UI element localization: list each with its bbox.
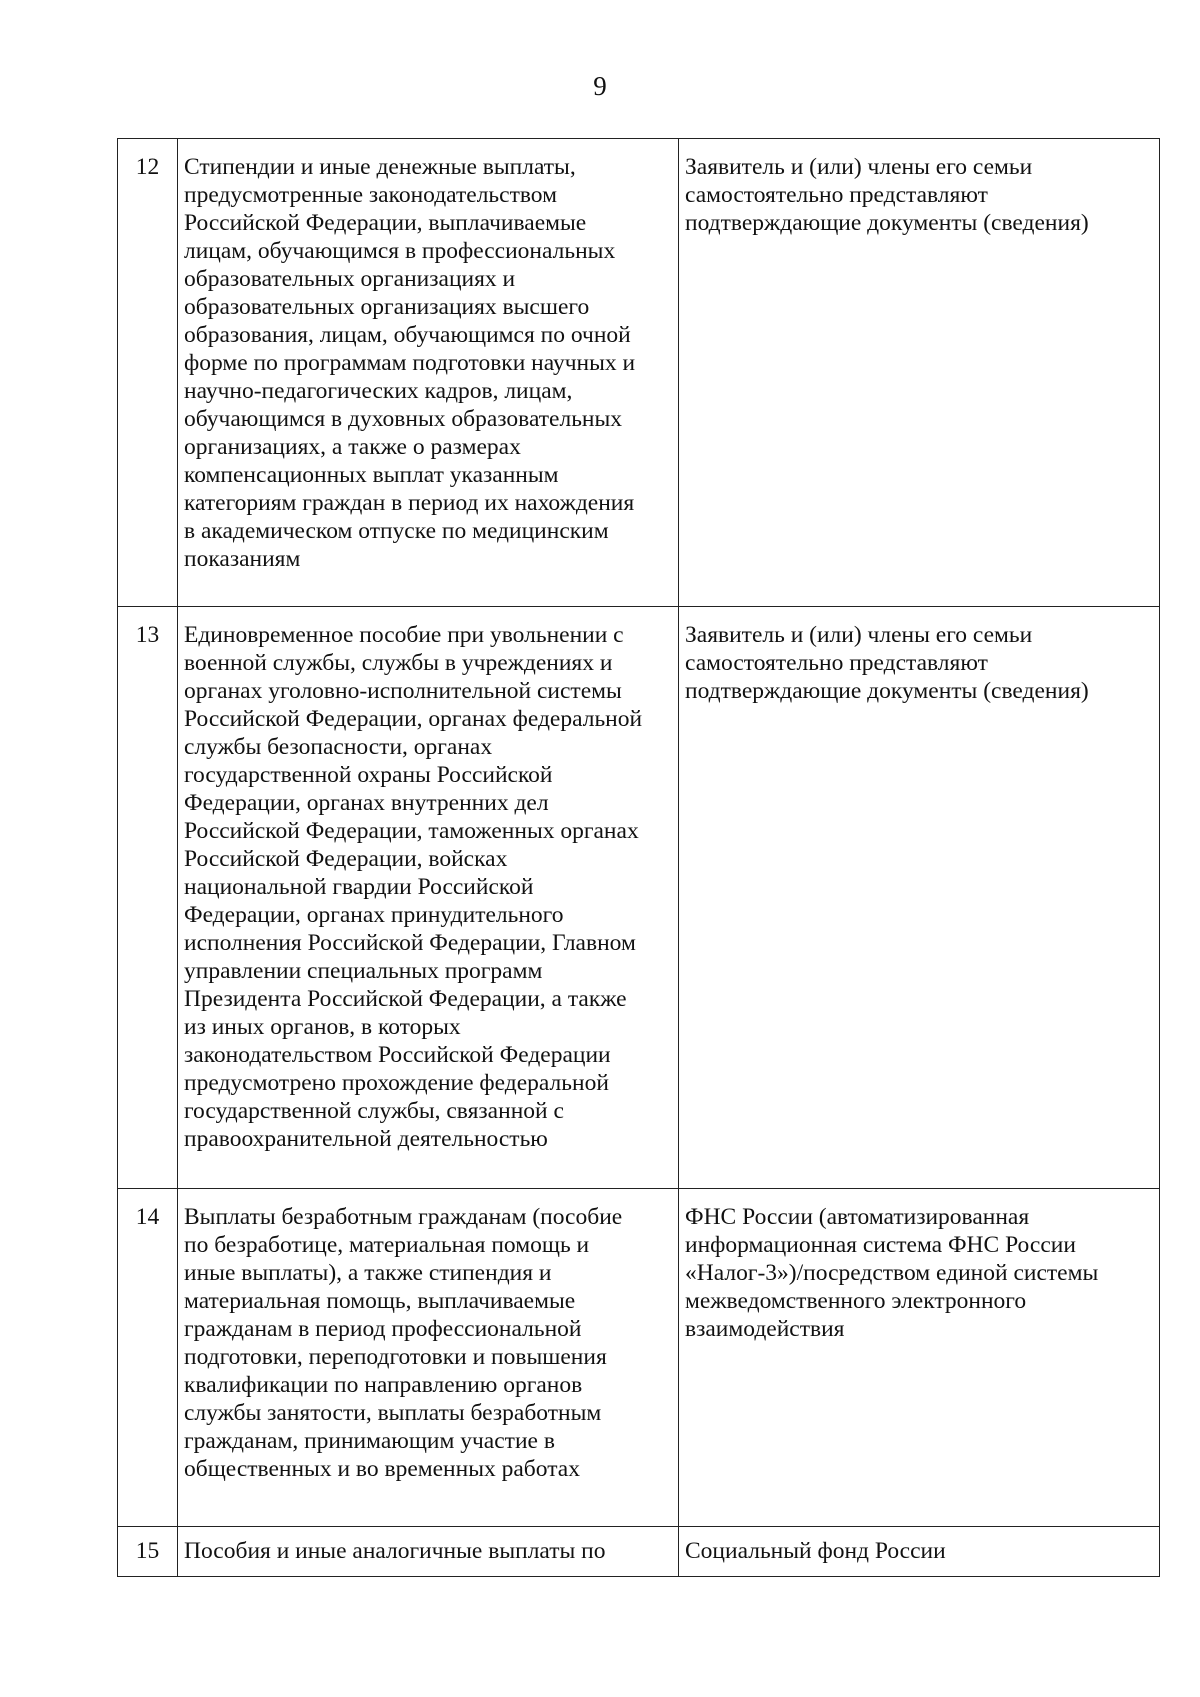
row-number: 15 [118, 1527, 178, 1577]
text-line: научно-педагогических кадров, лицам, [184, 378, 573, 404]
text-line: военной службы, службы в учреждениях и [184, 650, 613, 676]
text-line: организациях, а также о размерах [184, 434, 521, 460]
text-line: подтверждающие документы (сведения) [685, 210, 1089, 236]
text-line: предусмотрено прохождение федеральной [184, 1070, 609, 1096]
table-row [118, 607, 1160, 1189]
text-line: Российской Федерации, органах федеральной [184, 706, 643, 732]
text-line: материальная помощь, выплачиваемые [184, 1288, 576, 1314]
text-line: компенсационных выплат указанным [184, 462, 559, 488]
row-number: 12 [118, 139, 178, 607]
table-row [118, 139, 1160, 607]
text-line: квалификации по направлению органов [184, 1372, 583, 1398]
text-line: Стипендии и иные денежные выплаты, [184, 154, 576, 180]
row-number: 13 [118, 607, 178, 1189]
text-line: Российской Федерации, таможенных органах [184, 818, 639, 844]
text-line: Президента Российской Федерации, а также [184, 986, 627, 1012]
text-line: Федерации, органах принудительного [184, 902, 564, 928]
row-description [178, 139, 679, 607]
text-line: ФНС России (автоматизированная [685, 1204, 1030, 1230]
text-line: Российской Федерации, выплачиваемые [184, 210, 587, 236]
row-description [178, 1527, 679, 1577]
text-line: предусмотренные законодательством [184, 182, 557, 208]
text-line: национальной гвардии Российской [184, 874, 534, 900]
text-line: законодательством Российской Федерации [184, 1042, 611, 1068]
text-line: из иных органов, в которых [184, 1014, 461, 1040]
document-table [117, 138, 1160, 1577]
text-line: образовательных организациях и [184, 266, 516, 292]
table-row [118, 1189, 1160, 1527]
row-source [679, 1189, 1160, 1527]
text-line: государственной охраны Российской [184, 762, 553, 788]
text-line: органах уголовно-исполнительной системы [184, 678, 622, 704]
text-line: Выплаты безработным гражданам (пособие [184, 1204, 623, 1230]
text-line: подтверждающие документы (сведения) [685, 678, 1089, 704]
row-source [679, 1527, 1160, 1577]
text-line: в академическом отпуске по медицинским [184, 518, 609, 544]
table-row [118, 1527, 1160, 1577]
text-line: образовательных организациях высшего [184, 294, 590, 320]
text-line: Федерации, органах внутренних дел [184, 790, 549, 816]
text-line: «Налог-3»)/посредством единой системы [685, 1260, 1099, 1286]
text-line: самостоятельно представляют [685, 650, 988, 676]
text-line: по безработице, материальная помощь и [184, 1232, 590, 1258]
text-line: подготовки, переподготовки и повышения [184, 1344, 607, 1370]
text-line: лицам, обучающимся в профессиональных [184, 238, 616, 264]
text-line: категориям граждан в период их нахождения [184, 490, 635, 516]
text-line: форме по программам подготовки научных и [184, 350, 636, 376]
text-line: иные выплаты), а также стипендия и [184, 1260, 552, 1286]
row-description [178, 607, 679, 1189]
text-line: Единовременное пособие при увольнении с [184, 622, 624, 648]
row-source [679, 139, 1160, 607]
text-line: взаимодействия [685, 1316, 845, 1342]
text-line: образования, лицам, обучающимся по очной [184, 322, 631, 348]
text-line: общественных и во временных работах [184, 1456, 580, 1482]
text-line: исполнения Российской Федерации, Главном [184, 930, 636, 956]
text-line: гражданам, принимающим участие в [184, 1428, 555, 1454]
text-line: Социальный фонд России [685, 1538, 946, 1564]
text-line: межведомственного электронного [685, 1288, 1027, 1314]
text-line: самостоятельно представляют [685, 182, 988, 208]
text-line: показаниям [184, 546, 301, 572]
text-line: Заявитель и (или) члены его семьи [685, 154, 1033, 180]
text-line: управлении специальных программ [184, 958, 543, 984]
text-line: службы безопасности, органах [184, 734, 493, 760]
row-source [679, 607, 1160, 1189]
row-description [178, 1189, 679, 1527]
row-number: 14 [118, 1189, 178, 1527]
page-number: 9 [593, 71, 607, 101]
text-line: Пособия и иные аналогичные выплаты по [184, 1538, 606, 1564]
text-line: обучающимся в духовных образовательных [184, 406, 623, 432]
text-line: службы занятости, выплаты безработным [184, 1400, 602, 1426]
text-line: правоохранительной деятельностью [184, 1126, 548, 1152]
text-line: гражданам в период профессиональной [184, 1316, 582, 1342]
text-line: Российской Федерации, войсках [184, 846, 508, 872]
text-line: государственной службы, связанной с [184, 1098, 564, 1124]
text-line: информационная система ФНС России [685, 1232, 1076, 1258]
text-line: Заявитель и (или) члены его семьи [685, 622, 1033, 648]
